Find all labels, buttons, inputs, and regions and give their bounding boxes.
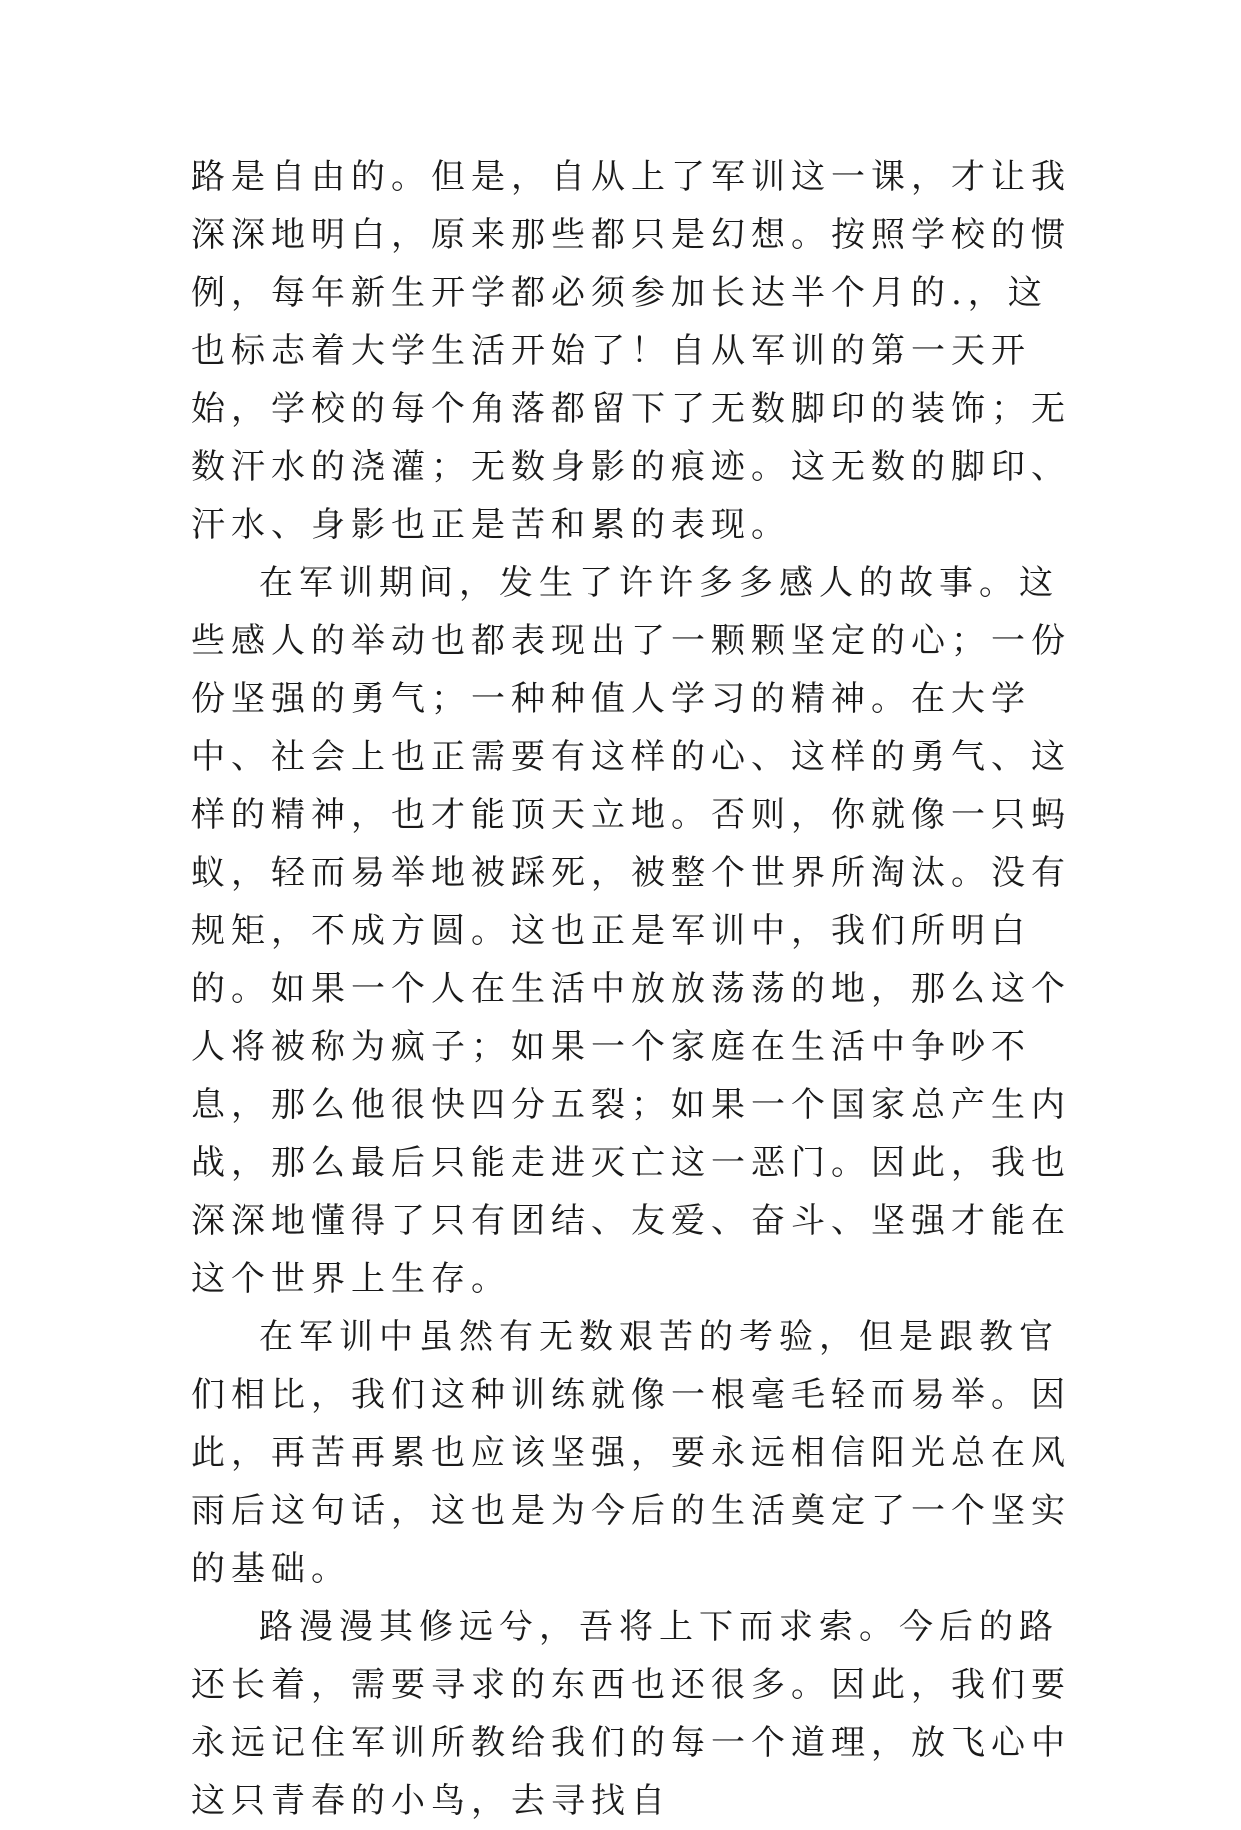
- paragraph-2: 在军训期间，发生了许许多多感人的故事。这些感人的举动也都表现出了一颗颗坚定的心；一份份坚强的勇气；一种种值人学习的精神。在大学中、社会上也正需要有这样的心、这样的勇气、这样的精神，也才能顶天立地。否则，你就像一只蚂蚁，轻而易举地被踩死，被整个世界所淘汰。没有规矩，不成方圆。这也正是军训中，我们所明白的。如果一个人在生活中放放荡荡的地，那么这个人将被称为疯子；如果一个家庭在生活中争吵不息，那么他很快四分五裂；如果一个国家总产生内战，那么最后只能走进灭亡这一恶门。因此，我也深深地懂得了只有团结、友爱、奋斗、坚强才能在这个世界上生存。: [191, 563, 1071, 1299]
- paragraph-3: 在军训中虽然有无数艰苦的考验，但是跟教官们相比，我们这种训练就像一根毫毛轻而易举。因此，再苦再累也应该坚强，要永远相信阳光总在风雨后这句话，这也是为今后的生活奠定了一个坚实的基础。: [191, 1317, 1071, 1589]
- paragraph-4: 路漫漫其修远兮，吾将上下而求索。今后的路还长着，需要寻求的东西也还很多。因此，我们要永远记住军训所教给我们的每一个道理，放飞心中这只青春的小鸟，去寻找自: [191, 1607, 1071, 1821]
- paragraph-1: 路是自由的。但是，自从上了军训这一课，才让我深深地明白，原来那些都只是幻想。按照学校的惯例，每年新生开学都必须参加长达半个月的.，这也标志着大学生活开始了！自从军训的第一天开始，学校的每个角落都留下了无数脚印的装饰；无数汗水的浇灌；无数身影的痕迹。这无数的脚印、汗水、身影也正是苦和累的表现。: [191, 157, 1071, 545]
- body-text: [191, 148, 1071, 1830]
